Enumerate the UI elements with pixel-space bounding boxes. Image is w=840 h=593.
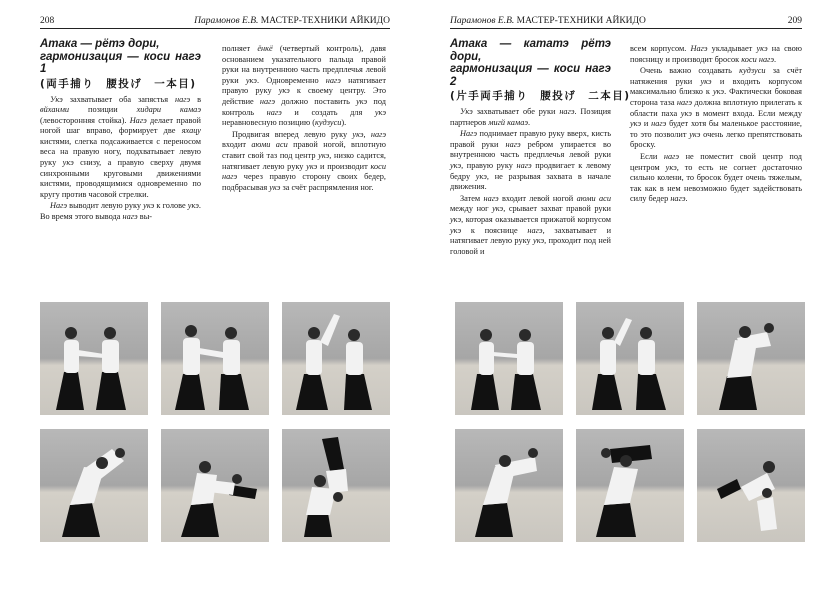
page-number: 208: [40, 16, 55, 26]
running-header: [450, 14, 802, 29]
technique-photo: [161, 302, 269, 415]
technique-photo: [697, 302, 805, 415]
technique-photo: [40, 429, 148, 542]
technique-photo: [576, 429, 684, 542]
page-number: 209: [787, 16, 802, 26]
technique-photo: [455, 302, 563, 415]
section-title: Атака — кататэ рётэ дори, гармонизация — коси нагэ 2: [450, 38, 611, 88]
paragraph: Нагэ выводит левую руку укэ к голове укэ. Во время этого вывода нагэ вы-: [40, 201, 201, 222]
kanji-title: (両手捕り 腰投げ 一本目): [40, 77, 197, 90]
technique-photo: [455, 429, 563, 542]
technique-photo: [282, 429, 390, 542]
technique-photo: [40, 302, 148, 415]
paragraph: всем корпусом. Нагэ укладывает укэ на свою поясницу и производит бросок коси нагэ.: [630, 44, 802, 64]
text-column-1: [450, 38, 631, 258]
paragraph: полняет ёнкё (четвертый контроль), давя основанием указательного пальца правой руки на внутреннюю часть предплечья левой руки укэ. Одновременно нагэ натягивает правую руку укэ к своему центру. Это действие нагэ должно поставить укэ под контроль нагэ и создать для укэ неравновесную позицию (кудзуси).: [222, 44, 386, 128]
paragraph: Затем нагэ входит левой ногой аюми аси между ног укэ, срывает захват правой руки укэ, которая оказывается прижатой корпусом укэ к пояснице нагэ, захватывает и натягивает левую руку укэ, проходит под ней головой и: [450, 193, 612, 256]
paragraph: Нагэ поднимает правую руку вверх, кисть правой руки нагэ ребром упирается во внутреннюю часть предплечья левой руки укэ, правую руку нагэ продвигает к левому бедру укэ, не разрывая захвата в начале движения.: [450, 129, 611, 192]
kanji-title: (片手両手捕り 腰投げ 二本目): [450, 90, 631, 102]
technique-photo: [282, 302, 390, 415]
running-title: Парамонов Е.В. МАСТЕР-ТЕХНИКИ АЙКИДО: [194, 16, 390, 26]
paragraph: Укэ захватывает обе руки нагэ. Позиция партнеров мигй камаэ.: [450, 107, 611, 127]
technique-photo: [697, 429, 805, 542]
paragraph: Продвигая вперед левую руку укэ, нагэ входит аюми аси правой ногой, вплотную ставит свой таз под центр укэ, низко садится, натягивает левую руку укэ и производит коси нагэ через правую сторону своих бедер, подбрасывая укэ за счёт распрямления ног.: [222, 129, 386, 192]
running-header: [40, 14, 390, 29]
technique-photo: [576, 302, 684, 415]
paragraph: Если нагэ не поместит свой центр под центром укэ, то есть не согнет достаточно сильно колени, то бросок будет очень тяжелым, так как в нем невозможно будет задействовать силу бедер нагэ.: [630, 151, 802, 204]
technique-photo: [161, 429, 269, 542]
text-column-1: [40, 38, 201, 224]
running-title: Парамонов Е.В. МАСТЕР-ТЕХНИКИ АЙКИДО: [450, 16, 646, 26]
paragraph: Очень важно создавать кудзуси за счёт натяжения руки укэ и входить корпусом максимально близко к укэ. Фактически боковая сторона таза нагэ должна вплотную прилегать к области паха укэ в момент входа. Если между укэ и нагэ будет хотя бы маленькое расстояние, то это позволит укэ очень легко препятствовать броску.: [630, 66, 803, 150]
text-column-2: [222, 44, 386, 194]
text-column-2: [630, 44, 802, 206]
right-page: [420, 0, 840, 593]
paragraph: Укэ захватывает оба запястья нагэ в вйханми позиции хидари камаэ (левосторонняя стойка). Нагэ делает правой ногой шаг вправо, формирует две яхацу кистями, слегка подсаживается с переносом веса на правую ногу, подхватывает левую руку укэ снизу, а правую сверху двумя синхронными круговыми движениями кистями, проводящимися одновременно по кругу против часовой стрелки.: [40, 94, 202, 199]
section-title: Атака — рётэ дори, гармонизация — коси нагэ 1: [40, 38, 201, 75]
